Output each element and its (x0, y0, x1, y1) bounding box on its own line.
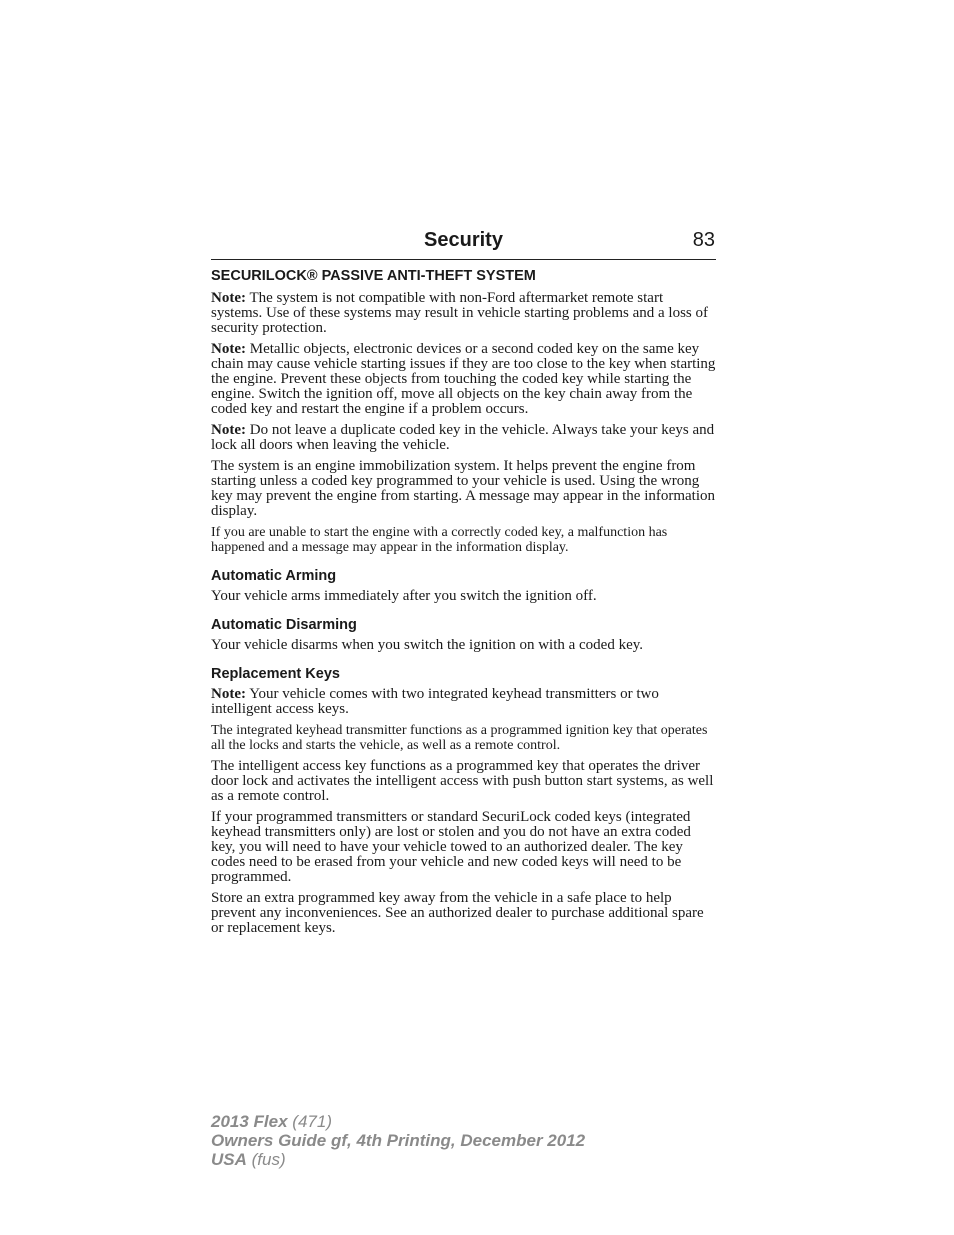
page-number: 83 (692, 229, 715, 251)
body-paragraph: The intelligent access key functions as a programmed key that operates the driver door lock and activates the intelligent access with push button start systems, as well as a remote control. (211, 758, 714, 804)
note-label: Note: (211, 686, 246, 702)
note-text: Your vehicle comes with two integrated keyhead transmitters or two intelligent access keys. (211, 686, 659, 717)
page-header (211, 228, 716, 260)
note-text: Metallic objects, electronic devices or a second coded key on the same key chain may cause vehicle starting issues if they are too close to the key when starting the engine. Prevent these objects from touching the coded key while starting the engine. Switch the ignition off, move all objects on the key chain away from the coded key and restart the engine if a problem occurs. (211, 341, 716, 417)
footer-line-model: 2013 Flex (471) (211, 1112, 332, 1131)
body-paragraph: Your vehicle disarms when you switch the ignition on with a coded key. (211, 637, 644, 653)
body-paragraph: Store an extra programmed key away from the vehicle in a safe place to help prevent any inconveniences. See an authorized dealer to purchase additional spare or replacement keys. (211, 890, 704, 936)
note-text: Do not leave a duplicate coded key in the vehicle. Always take your keys and lock all doors when leaving the vehicle. (211, 422, 715, 453)
body-paragraph: The system is an engine immobilization system. It helps prevent the engine from starting unless a coded key programmed to your vehicle is used. Using the wrong key may prevent the engine from starting. A message may appear in the information display. (211, 458, 716, 519)
footer-line-market: USA (fus) (211, 1150, 286, 1169)
page-content (211, 268, 716, 942)
body-paragraph: The integrated keyhead transmitter functions as a programmed ignition key that operates all the locks and starts the vehicle, as well as a remote control. (211, 723, 708, 753)
note-label: Note: (211, 290, 246, 306)
body-paragraph: Your vehicle arms immediately after you switch the ignition off. (211, 588, 597, 604)
body-paragraph: If you are unable to start the engine with a correctly coded key, a malfunction has happened and a message may appear in the information display. (211, 525, 668, 555)
subheading-replacement-keys: Replacement Keys (211, 666, 340, 682)
page-footer (211, 1112, 585, 1169)
note-paragraph (211, 687, 716, 717)
note-paragraph (211, 423, 716, 453)
note-paragraph (211, 342, 716, 417)
subheading-automatic-arming: Automatic Arming (211, 568, 337, 584)
footer-line-printing: Owners Guide gf, 4th Printing, December 2012 (211, 1131, 586, 1150)
section-title: Security (424, 229, 503, 251)
main-heading: SECURILOCK® PASSIVE ANTI-THEFT SYSTEM (211, 268, 536, 284)
note-paragraph (211, 291, 716, 336)
note-label: Note: (211, 341, 246, 357)
note-text: The system is not compatible with non-Ford aftermarket remote start systems. Use of these systems may result in vehicle starting problems and a loss of security protection. (211, 290, 708, 336)
body-paragraph: If your programmed transmitters or standard SecuriLock coded keys (integrated keyhead transmitters only) are lost or stolen and you do not have an extra coded key, you will need to have your vehicle towed to an authorized dealer. The key codes need to be erased from your vehicle and new coded keys will need to be programmed. (211, 809, 691, 885)
note-label: Note: (211, 422, 246, 438)
subheading-automatic-disarming: Automatic Disarming (211, 617, 357, 633)
